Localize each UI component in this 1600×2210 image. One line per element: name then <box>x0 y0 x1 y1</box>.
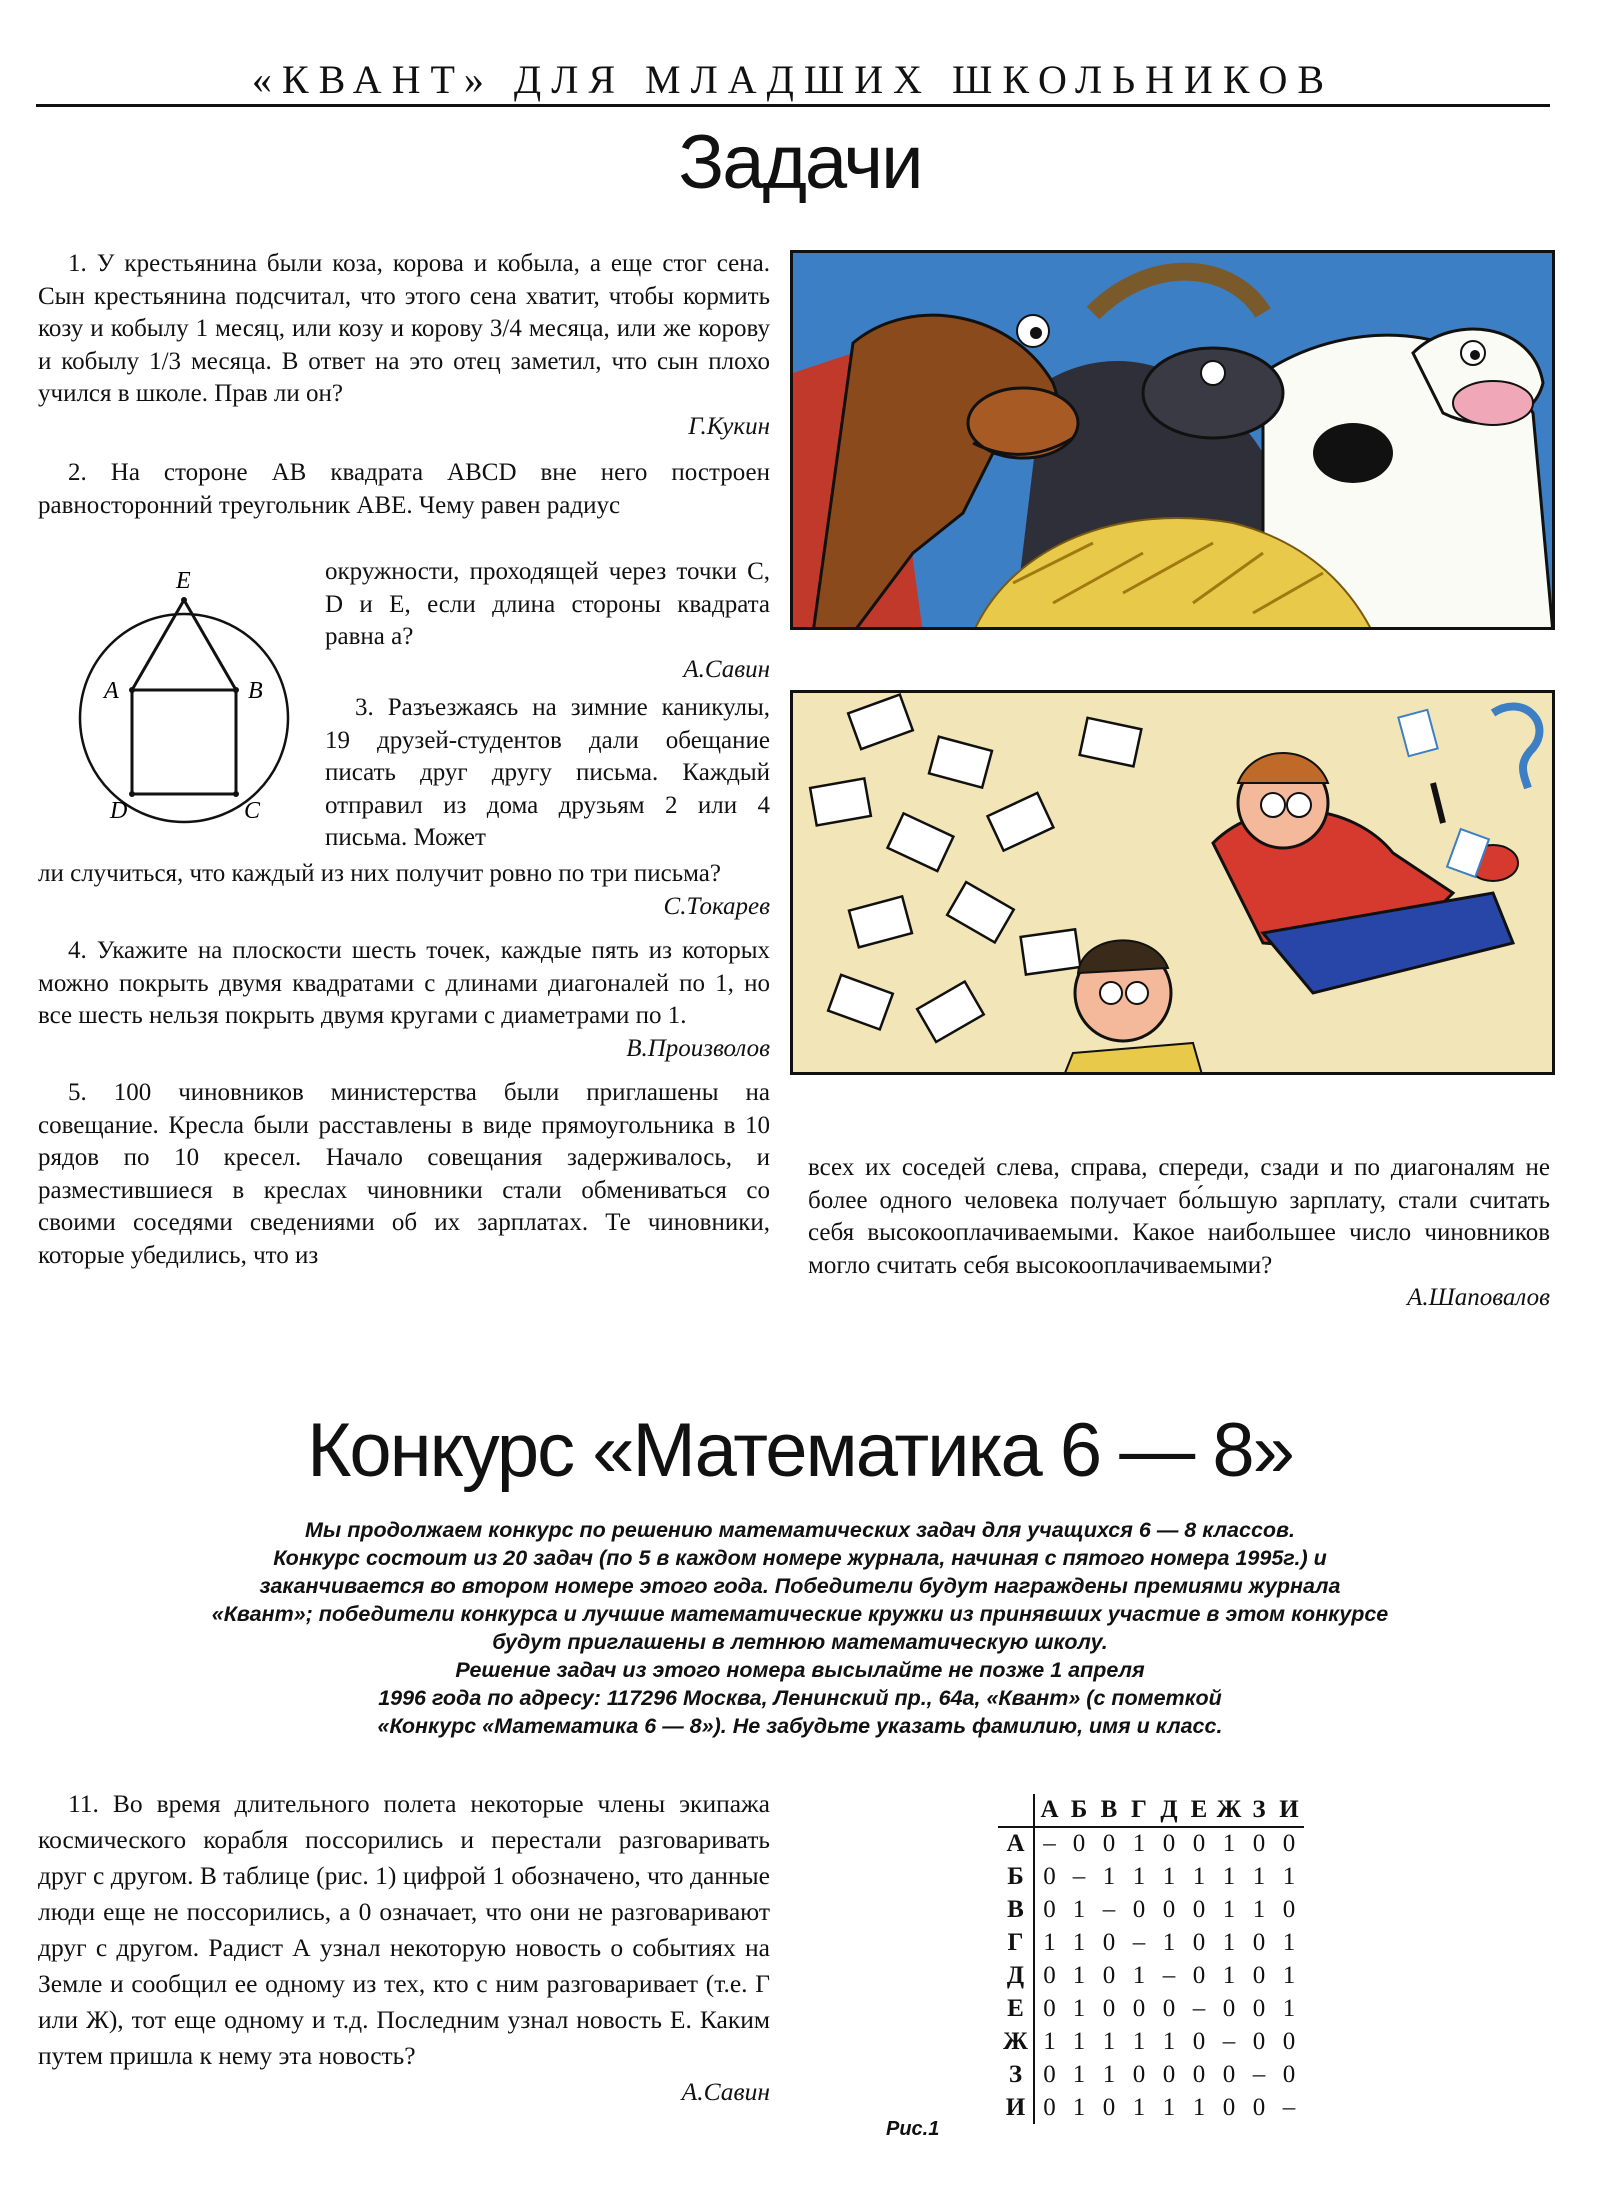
row-header: Б <box>998 1860 1034 1893</box>
problem-5-continued <box>808 1152 1550 1315</box>
problem-11-column <box>38 1786 770 2110</box>
table-cell: 1 <box>1072 2093 1086 2121</box>
table-cell: 0 <box>1132 1994 1146 2022</box>
problem-5-text-b: всех их соседей слева, справа, спереди, сзади и по диагоналям не более одного человека получает бо́льшую зарплату, стали считать себя высокооплачиваемыми. Какое наибольшее число чиновников могло считать себя высокооплачиваемыми? <box>808 1154 1550 1279</box>
table-cell: 0 <box>1072 1830 1086 1857</box>
table-cell: 1 <box>1132 1830 1146 1857</box>
table-row <box>998 2025 1304 2058</box>
table-row <box>998 1959 1304 1992</box>
table-cell: 0 <box>1192 1928 1206 1956</box>
column-header: В <box>1094 1794 1124 1827</box>
table-cell: 0 <box>1192 1830 1206 1857</box>
table-cell: 1 <box>1162 2027 1176 2055</box>
problem-3-author: С.Токарев <box>663 892 770 920</box>
table-cell: 1 <box>1043 1928 1056 1956</box>
label-c: C <box>244 798 261 824</box>
table-cell: 0 <box>1043 1862 1056 1890</box>
column-header: Г <box>1124 1794 1154 1827</box>
problem-1-author: Г.Кукин <box>688 412 770 440</box>
students-letters-illustration <box>790 690 1555 1075</box>
table-cell: 0 <box>1282 1895 1296 1923</box>
table-cell: – <box>1282 2093 1296 2121</box>
intro-line: Решение задач из этого номера высылайте не позже 1 апреля <box>455 1658 1145 1682</box>
table-cell: 0 <box>1162 1994 1176 2022</box>
table-cell: 1 <box>1222 1928 1236 1956</box>
table-cell: 0 <box>1222 1994 1236 2022</box>
table-cell: 0 <box>1102 1994 1116 2022</box>
table-cell: 0 <box>1132 1895 1146 1923</box>
table-cell: 0 <box>1102 2093 1116 2121</box>
table-cell: 0 <box>1132 2060 1146 2088</box>
table-cell: 0 <box>1043 1895 1056 1923</box>
table-row <box>998 1893 1304 1926</box>
row-header: В <box>998 1893 1034 1926</box>
square-abcd <box>132 690 236 794</box>
row-header: З <box>998 2058 1034 2091</box>
table-cell: – <box>1162 1961 1176 1989</box>
column-header: Б <box>1064 1794 1094 1827</box>
label-b: B <box>248 678 263 704</box>
table-cell: 1 <box>1043 2027 1056 2055</box>
table-cell: 0 <box>1192 1895 1206 1923</box>
problems-left-column-2 <box>38 858 770 1272</box>
table-cell: 0 <box>1252 1961 1266 1989</box>
problem-2-text-a: 2. На стороне AB квадрата ABCD вне него построен равносторонний треугольник ABE. Чему равен радиус <box>38 459 771 519</box>
intro-line: Конкурс состоит из 20 задач (по 5 в каждом номере журнала, начиная с пятого номера 1995г.) и <box>273 1546 1327 1570</box>
table-cell: 1 <box>1222 1961 1236 1989</box>
table-cell: 0 <box>1102 1961 1116 1989</box>
label-d: D <box>110 798 128 824</box>
problem-2-text-b: окружности, проходящей через точки C, D и E, если длина стороны квадрата равна a? <box>325 558 770 650</box>
page-title: Задачи <box>678 120 922 205</box>
table-cell: 0 <box>1192 2060 1206 2088</box>
table-row <box>998 1926 1304 1959</box>
table-cell: 0 <box>1192 2027 1206 2055</box>
intro-line: «Конкурс «Математика 6 — 8»). Не забудьте указать фамилию, имя и класс. <box>377 1714 1223 1738</box>
problems-left-column <box>38 248 770 522</box>
table-cell: 1 <box>1162 1928 1176 1956</box>
problem-5-author: А.Шаповалов <box>1407 1284 1550 1311</box>
table-cell: 0 <box>1192 1961 1206 1989</box>
table-cell: – <box>1192 1994 1206 2022</box>
table-body <box>998 1827 1304 2124</box>
problem-4-author: В.Произволов <box>626 1034 770 1062</box>
row-header: Д <box>998 1959 1034 1992</box>
row-header: А <box>998 1827 1034 1860</box>
table-cell: 0 <box>1252 2027 1266 2055</box>
table-cell: – <box>1102 1895 1116 1923</box>
intro-line: заканчивается во втором номере этого года. Победители будут награждены премиями журнала <box>259 1574 1341 1598</box>
column-header: Ж <box>1214 1794 1244 1827</box>
problem-1: 1. У крестьянина были коза, корова и кобыла, а еще стог сена. Сын крестьянина подсчитал, что этого сена хватит, чтобы кормить козу и кобылу 1 месяц, или козу и корову 3/4 месяца, или же корову и кобылу 1/3 месяца. В ответ на это отец заметил, что сын плохо учился в школе. Прав ли он? <box>38 250 771 407</box>
table-row <box>998 1992 1304 2025</box>
column-header: Д <box>1154 1794 1184 1827</box>
conversation-table <box>998 1794 1304 2124</box>
table-cell: 1 <box>1252 1895 1266 1923</box>
table-row <box>998 1860 1304 1893</box>
table-cell: 0 <box>1043 1961 1056 1989</box>
table-cell: 0 <box>1252 1994 1266 2022</box>
table-cell: 1 <box>1192 2093 1206 2121</box>
table-cell: – <box>1252 2060 1266 2088</box>
table-cell: 1 <box>1162 1862 1176 1890</box>
label-a: A <box>104 678 119 704</box>
figure-caption: Рис.1 <box>886 2118 940 2140</box>
table-cell: 1 <box>1072 1928 1086 1956</box>
table-cell: 1 <box>1102 2027 1116 2055</box>
table-cell: 0 <box>1043 2060 1056 2088</box>
column-header: Е <box>1184 1794 1214 1827</box>
contest-title: Конкурс «Математика 6 — 8» <box>307 1408 1293 1493</box>
table-cell: 0 <box>1162 1830 1176 1857</box>
table-row <box>998 2091 1304 2124</box>
table-cell: 1 <box>1072 2027 1086 2055</box>
column-header: И <box>1274 1794 1304 1827</box>
table-cell: 1 <box>1222 1830 1236 1857</box>
table-cell: 0 <box>1102 1830 1116 1857</box>
problem-3-text-b: ли случиться, что каждый из них получит ровно по три письма? <box>38 860 721 887</box>
table-header-row <box>998 1794 1304 1827</box>
table-cell: 0 <box>1282 1830 1296 1857</box>
table-cell: – <box>1072 1862 1086 1890</box>
table-cell: 1 <box>1282 1862 1296 1890</box>
table-cell: 0 <box>1043 1994 1056 2022</box>
table-cell: 0 <box>1282 2060 1296 2088</box>
section-header: «КВАНТ» ДЛЯ МЛАДШИХ ШКОЛЬНИКОВ <box>251 57 1335 102</box>
problem-2-figure <box>68 564 300 834</box>
table-cell: 1 <box>1132 2027 1146 2055</box>
table-cell: 0 <box>1162 2060 1176 2088</box>
intro-line: 1996 года по адресу: 117296 Москва, Ленинский пр., 64а, «Квант» (с пометкой <box>378 1686 1222 1710</box>
table-cell: 1 <box>1072 1994 1086 2022</box>
problem-2-author: А.Савин <box>683 655 770 683</box>
row-header: Е <box>998 1992 1034 2025</box>
table-cell: 0 <box>1102 1928 1116 1956</box>
table-cell: 1 <box>1072 2060 1086 2088</box>
label-e: E <box>176 568 191 594</box>
table-row <box>998 2058 1304 2091</box>
table-cell: 0 <box>1043 2093 1056 2121</box>
intro-line: Мы продолжаем конкурс по решению математических задач для учащихся 6 — 8 классов. <box>304 1518 1296 1542</box>
intro-line: «Квант»; победители конкурса и лучшие математические кружки из принявших участие в этом конкурсе <box>211 1602 1389 1626</box>
problem-11-author: А.Савин <box>681 2077 770 2106</box>
table-cell: – <box>1222 2027 1236 2055</box>
row-header: Ж <box>998 2025 1034 2058</box>
table-cell: 1 <box>1132 2093 1146 2121</box>
table-cell: 0 <box>1252 2093 1266 2121</box>
table-cell: 1 <box>1072 1961 1086 1989</box>
table-cell: 1 <box>1282 1994 1296 2022</box>
table-cell: 1 <box>1252 1862 1266 1890</box>
table-cell: 0 <box>1222 2060 1236 2088</box>
table-cell: 1 <box>1102 1862 1116 1890</box>
row-header: И <box>998 2091 1034 2124</box>
problem-11: 11. Во время длительного полета некоторые члены экипажа космического корабля поссорились и перестали разговаривать друг с другом. В таблице (рис. 1) цифрой 1 обозначено, что данные люди еще не поссорились, а 0 означает, что они не разговаривают друг с другом. Радист А узнал некоторую новость о событиях на Земле и сообщил ее одному из тех, кто с ним разговаривает (т.е. Г или Ж), тот еще одному и т.д. Последним узнал новость Е. Каким путем пришла к нему эта новость? <box>38 1789 770 2070</box>
table-cell: 1 <box>1282 1928 1296 1956</box>
table-cell: 0 <box>1252 1928 1266 1956</box>
table-cell: 0 <box>1252 1830 1266 1857</box>
column-header: З <box>1244 1794 1274 1827</box>
table-cell: 0 <box>1162 1895 1176 1923</box>
row-header: Г <box>998 1926 1034 1959</box>
table-cell: – <box>1132 1928 1146 1956</box>
problem-4: 4. Укажите на плоскости шесть точек, каждые пять из которых можно покрыть двумя квадратами с длинами диагоналей по 1, но все шесть нельзя покрыть двумя кругами с диаметрами по 1. <box>38 937 771 1029</box>
contest-intro <box>110 1516 1490 1740</box>
table-cell: 1 <box>1192 1862 1206 1890</box>
problem-5-text-a: 5. 100 чиновников министерства были приглашены на совещание. Кресла были расставлены в виде прямоугольника в 10 рядов по 10 кресел. Начало совещания задерживалось, и разместившиеся в креслах чиновники стали обмениваться со своими соседями сведениями об их зарплатах. Те чиновники, которые убедились, что из <box>38 1079 770 1269</box>
circumcircle <box>80 614 288 822</box>
table-cell: 1 <box>1282 1961 1296 1989</box>
horse-goat-cow-hay-illustration <box>790 250 1555 630</box>
table-cell: 1 <box>1222 1895 1236 1923</box>
header-rule <box>36 104 1550 107</box>
table-cell: 0 <box>1222 2093 1236 2121</box>
table-cell: 1 <box>1102 2060 1116 2088</box>
table-row <box>998 1827 1304 1860</box>
table-cell: – <box>1043 1830 1056 1857</box>
table-cell: 1 <box>1132 1961 1146 1989</box>
table-corner <box>998 1794 1034 1827</box>
problem-2-continued <box>325 556 770 855</box>
table-cell: 1 <box>1162 2093 1176 2121</box>
column-header: А <box>1034 1794 1064 1827</box>
table-cell: 1 <box>1072 1895 1086 1923</box>
table-cell: 0 <box>1282 2027 1296 2055</box>
table-cell: 1 <box>1222 1862 1236 1890</box>
table-cell: 1 <box>1132 1862 1146 1890</box>
problem-3-text-a: 3. Разъезжаясь на зимние каникулы, 19 друзей-студентов дали обещание писать друг другу письма. Каждый отправил из дома друзьям 2 или 4 письма. Может <box>325 694 770 851</box>
intro-line: будут приглашены в летнюю математическую школу. <box>492 1630 1108 1654</box>
